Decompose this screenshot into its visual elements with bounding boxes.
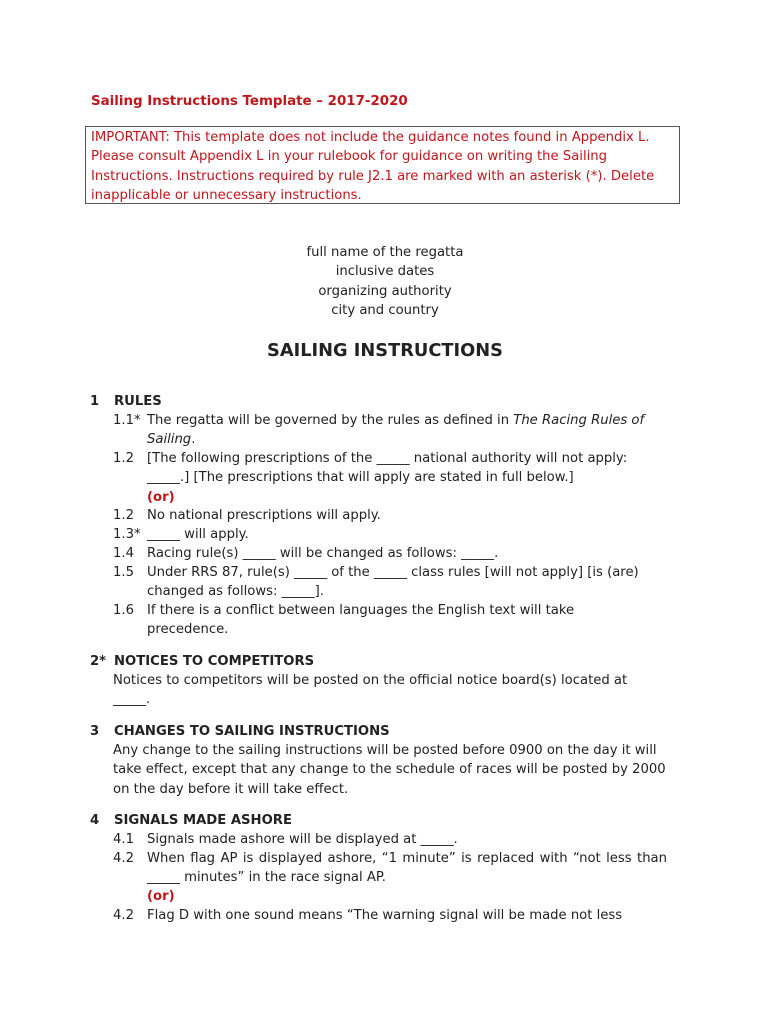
section-title: NOTICES TO COMPETITORS (114, 654, 315, 669)
item-number: 1.3* (113, 527, 141, 542)
section-heading (90, 722, 390, 741)
item-text: _____ will apply. (147, 527, 249, 542)
item-text: Racing rule(s) _____ will be changed as follows: _____. (147, 546, 499, 561)
item-text: When flag AP is displayed ashore, “1 minute” is replaced with “not less than _____ minutes” in the race signal AP. (147, 851, 667, 886)
organizing-authority: organizing authority (318, 283, 452, 299)
item-text: Under RRS 87, rule(s) _____ of the _____ class rules [will not apply] [is (are) changed as follows: _____]. (147, 565, 639, 600)
regatta-name: full name of the regatta (306, 245, 464, 260)
item-text: If there is a conflict between languages the English text will take precedence. (147, 603, 575, 638)
section-paragraph: Any change to the sailing instructions will be posted before 0900 on the day it will take effect, except that any change to the schedule of races will be posted by 2000 on the day before it will take effect. (113, 743, 666, 797)
item-text: Flag D with one sound means “The warning signal will be made not less (147, 908, 623, 923)
regatta-info-block (0, 243, 770, 320)
item-number: 4.2 (113, 851, 134, 866)
item-number: 1.1* (113, 413, 141, 428)
section-heading (90, 652, 314, 671)
or-label: (or) (147, 490, 175, 505)
regatta-dates: inclusive dates (335, 264, 435, 280)
section-number: 2* (90, 654, 107, 669)
section-heading (90, 392, 162, 411)
item-number: 1.2 (113, 508, 134, 523)
item-text: The regatta will be governed by the rules as defined in The Racing Rules of Sailing. (147, 413, 645, 448)
item-number: 1.4 (113, 546, 134, 561)
item-number: 1.5 (113, 565, 134, 580)
item-text: No national prescriptions will apply. (147, 508, 381, 523)
item-text: [The following prescriptions of the _____ national authority will not apply: _____.] [The prescriptions that will apply are stated in full below.] (147, 451, 628, 486)
section-paragraph: Notices to competitors will be posted on the official notice board(s) located at _____. (113, 673, 628, 708)
important-notice-box: IMPORTANT: This template does not include the guidance notes found in Appendix L. Please consult Appendix L in your rulebook for guidance on writing the Sailing Instructions. Instructions required by rule J2.1 are marked with an asterisk (*). Delete inapplicable or unnecessary instructions. (85, 126, 680, 204)
section-title: CHANGES TO SAILING INSTRUCTIONS (114, 724, 390, 739)
section-heading (90, 811, 292, 830)
item-number: 4.2 (113, 908, 134, 923)
section-title: SIGNALS MADE ASHORE (114, 813, 292, 828)
template-title: Sailing Instructions Template – 2017-2020 (91, 94, 408, 109)
section-number: 4 (90, 813, 100, 828)
document-title: SAILING INSTRUCTIONS (267, 340, 503, 361)
section-title: RULES (114, 394, 162, 409)
section-number: 1 (90, 394, 100, 409)
regatta-location: city and country (331, 302, 439, 318)
section-number: 3 (90, 724, 100, 739)
item-number: 4.1 (113, 832, 134, 847)
item-text: Signals made ashore will be displayed at _____. (147, 832, 458, 847)
rulebook-title: The Racing Rules of Sailing (147, 413, 645, 448)
or-label: (or) (147, 889, 175, 904)
item-number: 1.6 (113, 603, 134, 618)
item-number: 1.2 (113, 451, 134, 466)
